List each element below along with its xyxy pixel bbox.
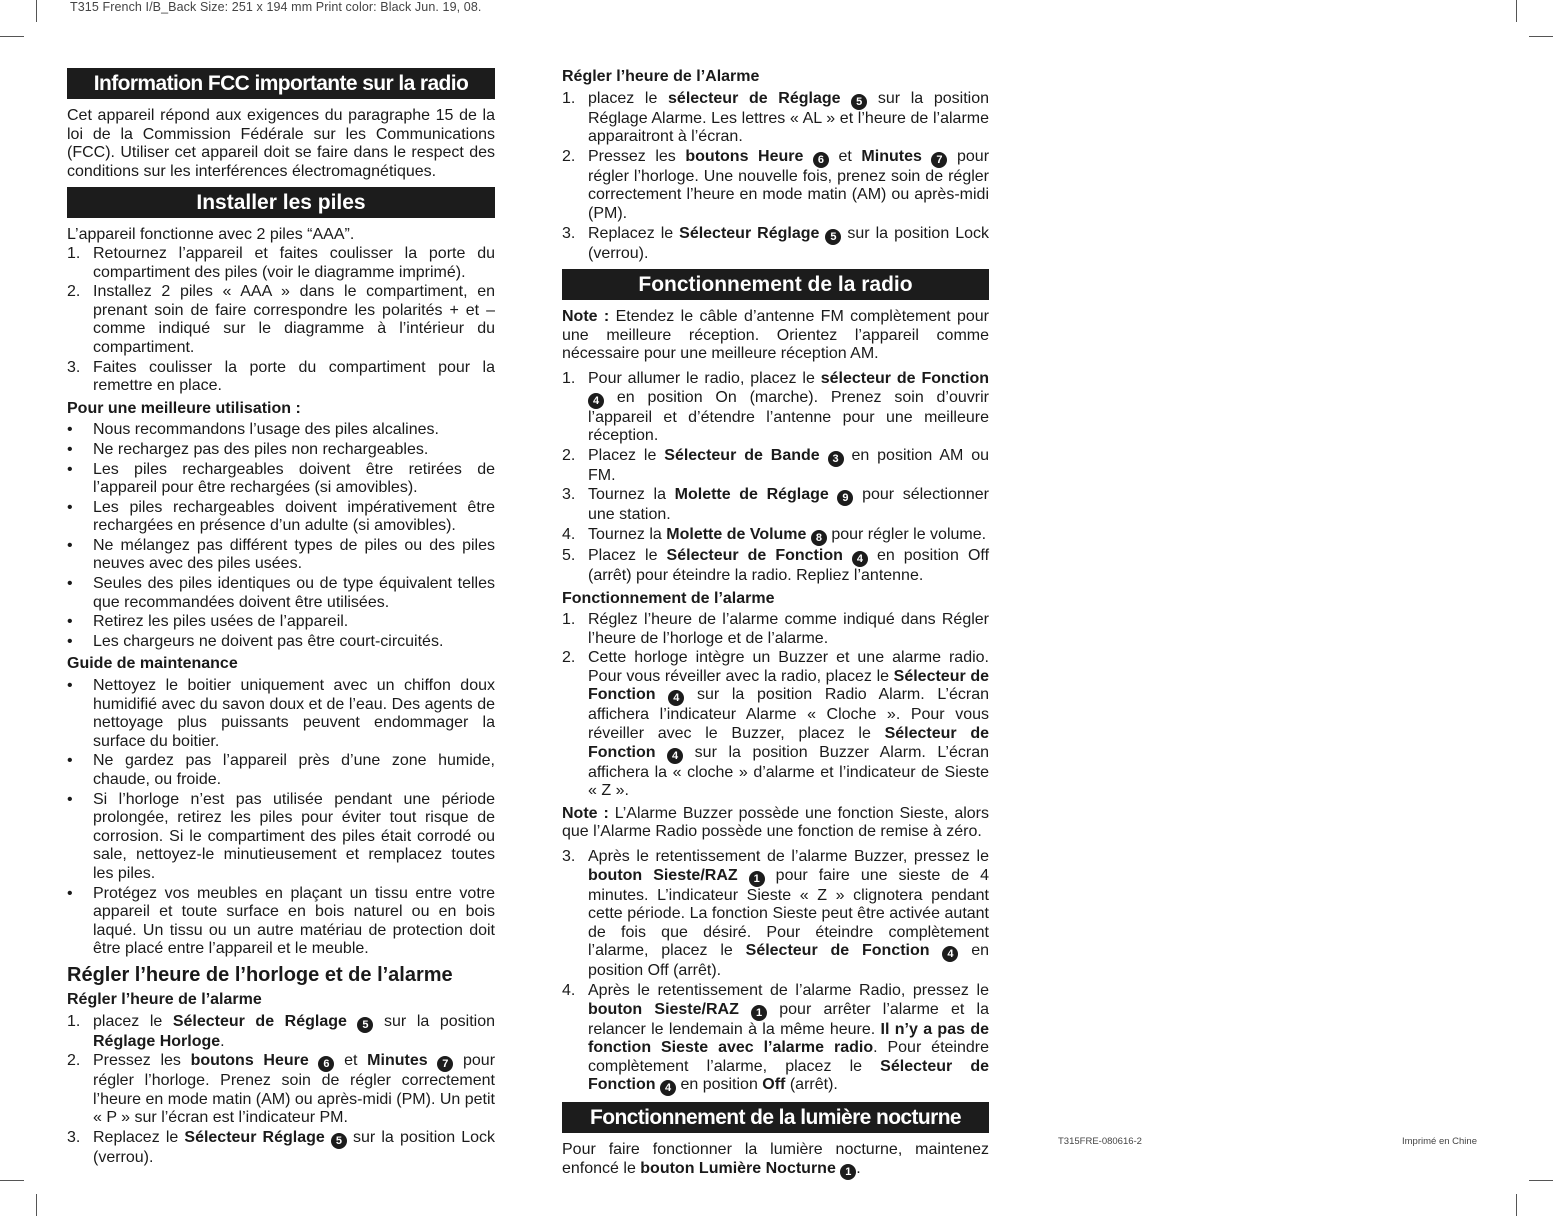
list-item xyxy=(67,1052,495,1128)
text-span: sur la position Lock (verrou). xyxy=(588,224,990,262)
number-1-icon: 1 xyxy=(749,871,765,887)
list-item xyxy=(67,245,495,282)
text-span: pour régler le volume. xyxy=(826,525,987,543)
text-span: Si l’horloge n’est pas utilisée pendant une période prolongée, retirez les piles pour éviter tout risque de corrosion. Si le compartiment des piles était corrodé ou sale, nettoyez-le minutieusement et remplacez toutes les piles. xyxy=(93,790,495,882)
list-marker: 2. xyxy=(67,1052,81,1070)
list-marker: 3. xyxy=(67,358,81,376)
text-span: sur la position Réglage Alarme. Les lettres « AL » et l’heure de l’alarme apparaitront à l’écran. xyxy=(588,89,990,146)
left-column xyxy=(67,68,495,1172)
text-span: Placez le xyxy=(588,446,665,464)
text-span: . xyxy=(220,1032,225,1050)
bold-term: bouton Sieste/RAZ xyxy=(588,866,738,884)
text-span: Ne gardez pas l’appareil près d’une zone humide, chaude, ou froide. xyxy=(93,752,495,788)
list-marker: 1. xyxy=(562,369,576,387)
alarm-operation-steps xyxy=(562,611,989,801)
number-1-icon: 1 xyxy=(840,1164,856,1180)
alarm-set-steps xyxy=(562,90,989,264)
list-item xyxy=(562,486,989,525)
text-span: . xyxy=(856,1159,861,1177)
list-marker: • xyxy=(67,613,73,631)
list-marker: • xyxy=(67,575,73,593)
batteries-intro: L’appareil fonctionne avec 2 piles “AAA”. xyxy=(67,226,355,244)
number-6-icon: 6 xyxy=(813,152,829,168)
text-span: et xyxy=(828,147,862,165)
bold-term: Sélecteur de Fonction xyxy=(745,942,930,960)
crop-mark xyxy=(0,1180,24,1181)
list-item xyxy=(67,499,495,536)
list-item xyxy=(562,90,989,147)
list-item xyxy=(67,677,495,751)
crop-mark xyxy=(36,1194,37,1216)
text-span: Nettoyez le boitier uniquement avec un chiffon doux humidifié avec du savon doux et de l’eau. Des agents de nettoyage plus puissants peuvent endommager la surface du boitier. xyxy=(93,677,495,750)
bold-term: Il n’y a pas de fonction Sieste avec l’alarme radio xyxy=(588,1020,989,1057)
text-span: sur la position Lock (verrou). xyxy=(93,1128,496,1166)
text-span: sur la position Buzzer Alarm. L’écran affichera la « cloche » d’alarme et l’indicateur de Sieste « Z ». xyxy=(588,743,989,800)
list-item xyxy=(562,848,989,981)
batteries-heading: Installer les piles xyxy=(67,187,495,218)
bold-term: Sélecteur de Réglage xyxy=(172,1012,347,1030)
clock-heading: Régler l’heure de l’horloge et de l’alarme xyxy=(67,963,453,986)
list-item xyxy=(67,461,495,498)
list-item xyxy=(67,441,495,460)
bold-term: Sélecteur de Fonction xyxy=(588,667,989,704)
text-span: Cette horloge intègre un Buzzer et une alarme radio. Pour vous réveiller avec la radio, placez le xyxy=(588,649,989,685)
list-item xyxy=(67,359,495,396)
crop-mark xyxy=(1516,1194,1517,1216)
alarm-note xyxy=(562,805,989,842)
list-item xyxy=(562,225,989,264)
bold-term: Sélecteur Réglage xyxy=(184,1128,325,1146)
text-span: Les piles rechargeables doivent être retirées de l’appareil pour être rechargées (si amovibles). xyxy=(93,460,495,497)
list-marker: 2. xyxy=(562,147,576,165)
list-marker: 1. xyxy=(67,244,81,262)
list-item xyxy=(562,370,989,446)
number-9-icon: 9 xyxy=(837,490,853,506)
list-item xyxy=(67,752,495,789)
text-span: Pour faire fonctionner la lumière nocturne, maintenez enfoncé le xyxy=(562,1141,989,1177)
bold-term: Réglage Horloge xyxy=(93,1032,221,1050)
text-span: Replacez le xyxy=(93,1128,185,1146)
list-marker: 2. xyxy=(562,649,576,667)
text-span: Pressez les xyxy=(588,147,686,165)
crop-mark xyxy=(0,36,24,37)
list-marker: 3. xyxy=(562,224,576,242)
number-7-icon: 7 xyxy=(437,1056,453,1072)
bold-term: Off xyxy=(762,1076,786,1094)
list-marker: • xyxy=(67,460,73,478)
list-marker: 2. xyxy=(562,446,576,464)
text-span: pour faire une sieste de 4 minutes. L’indicateur Sieste « Z » clignotera pendant cette période. La fonction Sieste peut être activée autant de fois que désiré. Pour éteindre complètement l’alarme, placez le xyxy=(588,866,989,960)
text-span: Les chargeurs ne doivent pas être court-circuités. xyxy=(93,632,444,650)
text-span: (arrêt). xyxy=(785,1076,838,1094)
best-use-list xyxy=(67,421,495,651)
alarm-set-heading: Régler l’heure de l’Alarme xyxy=(562,68,760,85)
text-span: Note : xyxy=(562,804,609,822)
list-item xyxy=(67,613,495,632)
bold-term: boutons Heure xyxy=(685,147,804,165)
text-span: Ne rechargez pas des piles non rechargeables. xyxy=(93,440,429,458)
list-marker: • xyxy=(67,790,73,808)
list-item xyxy=(562,611,989,648)
list-marker: 5. xyxy=(562,546,576,564)
list-marker: • xyxy=(67,677,73,695)
fcc-heading: Information FCC importante sur la radio xyxy=(67,68,495,99)
list-item xyxy=(67,791,495,884)
bold-term: Molette de Volume xyxy=(666,525,807,543)
bold-term: Sélecteur de Bande xyxy=(664,446,820,464)
list-marker: • xyxy=(67,498,73,516)
list-item xyxy=(562,526,989,546)
bold-term: Minutes xyxy=(861,147,922,165)
crop-mark xyxy=(36,0,37,22)
bold-term: bouton Sieste/RAZ xyxy=(588,1000,739,1018)
bold-term: Sélecteur de Fonction xyxy=(588,1057,990,1094)
text-span: Installez 2 piles « AAA » dans le compartiment, en prenant soin de faire correspondre les polarités + et – comme indiqué sur le diagramme à l’intérieur du compartiment. xyxy=(93,283,495,356)
bold-term: Sélecteur de Fonction xyxy=(588,725,990,761)
list-item xyxy=(562,447,989,486)
radio-steps xyxy=(562,370,989,586)
text-span: bouton Lumière Nocturne xyxy=(640,1159,836,1177)
list-marker: 1. xyxy=(67,1012,81,1030)
number-8-icon: 8 xyxy=(811,530,827,546)
text-span: sur la position xyxy=(373,1012,495,1030)
list-item xyxy=(67,633,495,652)
list-item xyxy=(67,537,495,574)
list-item xyxy=(562,982,989,1096)
number-6-icon: 6 xyxy=(318,1056,334,1072)
clock-subheading: Régler l’heure de l’alarme xyxy=(67,990,262,1008)
text-span: Tournez la xyxy=(588,525,667,543)
list-marker: • xyxy=(67,421,73,439)
bold-term: Sélecteur Réglage xyxy=(679,224,820,242)
number-5-icon: 5 xyxy=(331,1133,347,1149)
night-light-heading: Fonctionnement de la lumière nocturne xyxy=(562,1102,989,1133)
number-4-icon: 4 xyxy=(667,748,683,764)
number-4-icon: 4 xyxy=(668,690,684,706)
list-marker: 3. xyxy=(562,486,576,504)
text-span: Seules des piles identiques ou de type équivalent telles que recommandées doivent être utilisées. xyxy=(93,575,495,611)
text-span: Nous recommandons l’usage des piles alcalines. xyxy=(93,421,439,439)
list-marker: 3. xyxy=(67,1128,81,1146)
fcc-paragraph: Cet appareil répond aux exigences du paragraphe 15 de la loi de la Commission Fédérale sur les Communications (FCC). Utiliser cet appareil doit se faire dans le respect des conditions sur les interférences électromagnétiques. xyxy=(67,107,495,180)
right-column xyxy=(562,68,989,1186)
maintenance-list xyxy=(67,677,495,959)
number-1-icon: 1 xyxy=(751,1005,767,1021)
list-marker: • xyxy=(67,440,73,458)
list-item xyxy=(67,1129,495,1168)
night-light-paragraph xyxy=(562,1141,989,1180)
bold-term: sélecteur de Réglage xyxy=(668,89,841,107)
list-item xyxy=(67,885,495,959)
number-5-icon: 5 xyxy=(357,1017,373,1033)
bold-term: Minutes xyxy=(367,1052,428,1070)
document-code: T315FRE-080616-2 xyxy=(1058,1136,1142,1147)
text-span: Note : xyxy=(562,308,610,326)
list-item xyxy=(562,649,989,801)
text-span: en position AM ou FM. xyxy=(588,446,990,484)
battery-steps xyxy=(67,245,495,396)
text-span: Placez le xyxy=(588,546,667,564)
list-marker: 1. xyxy=(562,89,576,107)
printed-in: Imprimé en Chine xyxy=(1402,1136,1477,1147)
alarm-operation-steps-continued xyxy=(562,848,989,1096)
bold-term: sélecteur de Fonction xyxy=(820,369,989,387)
list-marker: 2. xyxy=(67,283,81,301)
text-span: en position On (marche). Prenez soin d’ouvrir l’appareil et d’étendre l’antenne pour une meilleure réception. xyxy=(588,388,989,445)
bold-term: Molette de Réglage xyxy=(674,486,829,504)
crop-mark xyxy=(1516,0,1517,22)
number-4-icon: 4 xyxy=(852,551,868,567)
list-marker: 1. xyxy=(562,611,576,629)
best-use-heading: Pour une meilleure utilisation : xyxy=(67,399,301,417)
text-span: Réglez l’heure de l’alarme comme indiqué dans Régler l’heure de l’horloge et de l’alarme. xyxy=(588,611,989,647)
number-4-icon: 4 xyxy=(660,1080,676,1096)
text-span: Pressez les xyxy=(93,1052,191,1070)
text-span: sur la position Radio Alarm. L’écran affichera l’indicateur Alarme « Cloche ». Pour vous réveiller avec le Buzzer, placez le xyxy=(588,686,989,743)
text-span: Retirez les piles usées de l’appareil. xyxy=(93,613,349,631)
text-span: Tournez la xyxy=(588,486,675,504)
number-5-icon: 5 xyxy=(851,94,867,110)
number-5-icon: 5 xyxy=(825,229,841,245)
list-marker: • xyxy=(67,884,73,902)
crop-mark xyxy=(1529,1180,1553,1181)
list-marker: 3. xyxy=(562,848,576,866)
list-marker: • xyxy=(67,632,73,650)
text-span: pour régler l’horloge. Prenez soin de régler correctement l’heure en mode matin (AM) ou après-midi (PM). Un petit « P » sur l’écran est l’indicateur PM. xyxy=(93,1052,496,1127)
text-span: en position Off (arrêt) pour éteindre la radio. Repliez l’antenne. xyxy=(588,546,990,584)
list-item xyxy=(562,148,989,224)
list-marker: 4. xyxy=(562,982,576,999)
text-span: Replacez le xyxy=(588,224,680,242)
text-span: en position Off (arrêt). xyxy=(588,942,989,980)
text-span: Après le retentissement de l’alarme Radio, pressez le xyxy=(588,982,989,999)
text-span: Protégez vos meubles en plaçant un tissu entre votre appareil et toute surface en bois naturel ou en bois laqué. Un tissu ou un autre matériau de protection doit être placé entre l’appareil et le meuble. xyxy=(93,884,495,958)
list-marker: • xyxy=(67,536,73,554)
list-item xyxy=(67,421,495,440)
text-span: Après le retentissement de l’alarme Buzzer, pressez le xyxy=(588,848,989,866)
text-span: pour sélectionner une station. xyxy=(588,486,990,524)
radio-heading: Fonctionnement de la radio xyxy=(562,269,989,300)
text-span: pour arrêter l’alarme et la relancer le lendemain à la même heure. xyxy=(588,1000,989,1038)
list-marker: 4. xyxy=(562,525,576,543)
text-span: L’Alarme Buzzer possède une fonction Sieste, alors que l’Alarme Radio possède une fonction de remise à zéro. xyxy=(562,804,990,841)
list-item xyxy=(67,283,495,357)
bold-term: boutons Heure xyxy=(190,1052,309,1070)
list-marker: • xyxy=(67,752,73,770)
text-span: Ne mélangez pas différent types de piles ou des piles neuves avec des piles usées. xyxy=(93,536,495,573)
list-item xyxy=(67,1013,495,1052)
text-span: pour régler l’horloge. Une nouvelle fois, prenez soin de régler correctement l’heure en mode matin (AM) ou après-midi (PM). xyxy=(588,147,990,222)
radio-note xyxy=(562,308,989,364)
maintenance-heading: Guide de maintenance xyxy=(67,655,238,673)
number-4-icon: 4 xyxy=(588,393,604,409)
bold-term: Sélecteur de Fonction xyxy=(666,546,843,564)
text-span: Faites coulisser la porte du compartiment pour la remettre en place. xyxy=(93,358,495,395)
list-item xyxy=(67,575,495,612)
text-span: . Pour éteindre complètement l’alarme, placez le xyxy=(588,1039,990,1075)
number-3-icon: 3 xyxy=(828,451,844,467)
clock-steps xyxy=(67,1013,495,1168)
text-span: et xyxy=(334,1052,368,1070)
number-4-icon: 4 xyxy=(942,946,958,962)
text-span: Les piles rechargeables doivent impérativement être rechargées en présence d’un adulte (si amovibles). xyxy=(93,498,495,535)
print-slug: T315 French I/B_Back Size: 251 x 194 mm Print color: Black Jun. 19, 08. xyxy=(70,0,482,14)
text-span: Pour allumer le radio, placez le xyxy=(588,369,821,387)
number-7-icon: 7 xyxy=(931,152,947,168)
list-item xyxy=(562,547,989,586)
alarm-operation-heading: Fonctionnement de l’alarme xyxy=(562,589,775,607)
text-span: en position xyxy=(676,1076,763,1094)
text-span: Etendez le câble d’antenne FM complètement pour une meilleure réception. Orientez l’appareil comme nécessaire pour une meilleure réception AM. xyxy=(562,308,990,363)
text-span: Retournez l’appareil et faites coulisser la porte du compartiment des piles (voir le diagramme imprimé). xyxy=(93,244,495,281)
text-span: placez le xyxy=(93,1012,173,1030)
crop-mark xyxy=(1529,36,1553,37)
text-span: placez le xyxy=(588,89,669,107)
